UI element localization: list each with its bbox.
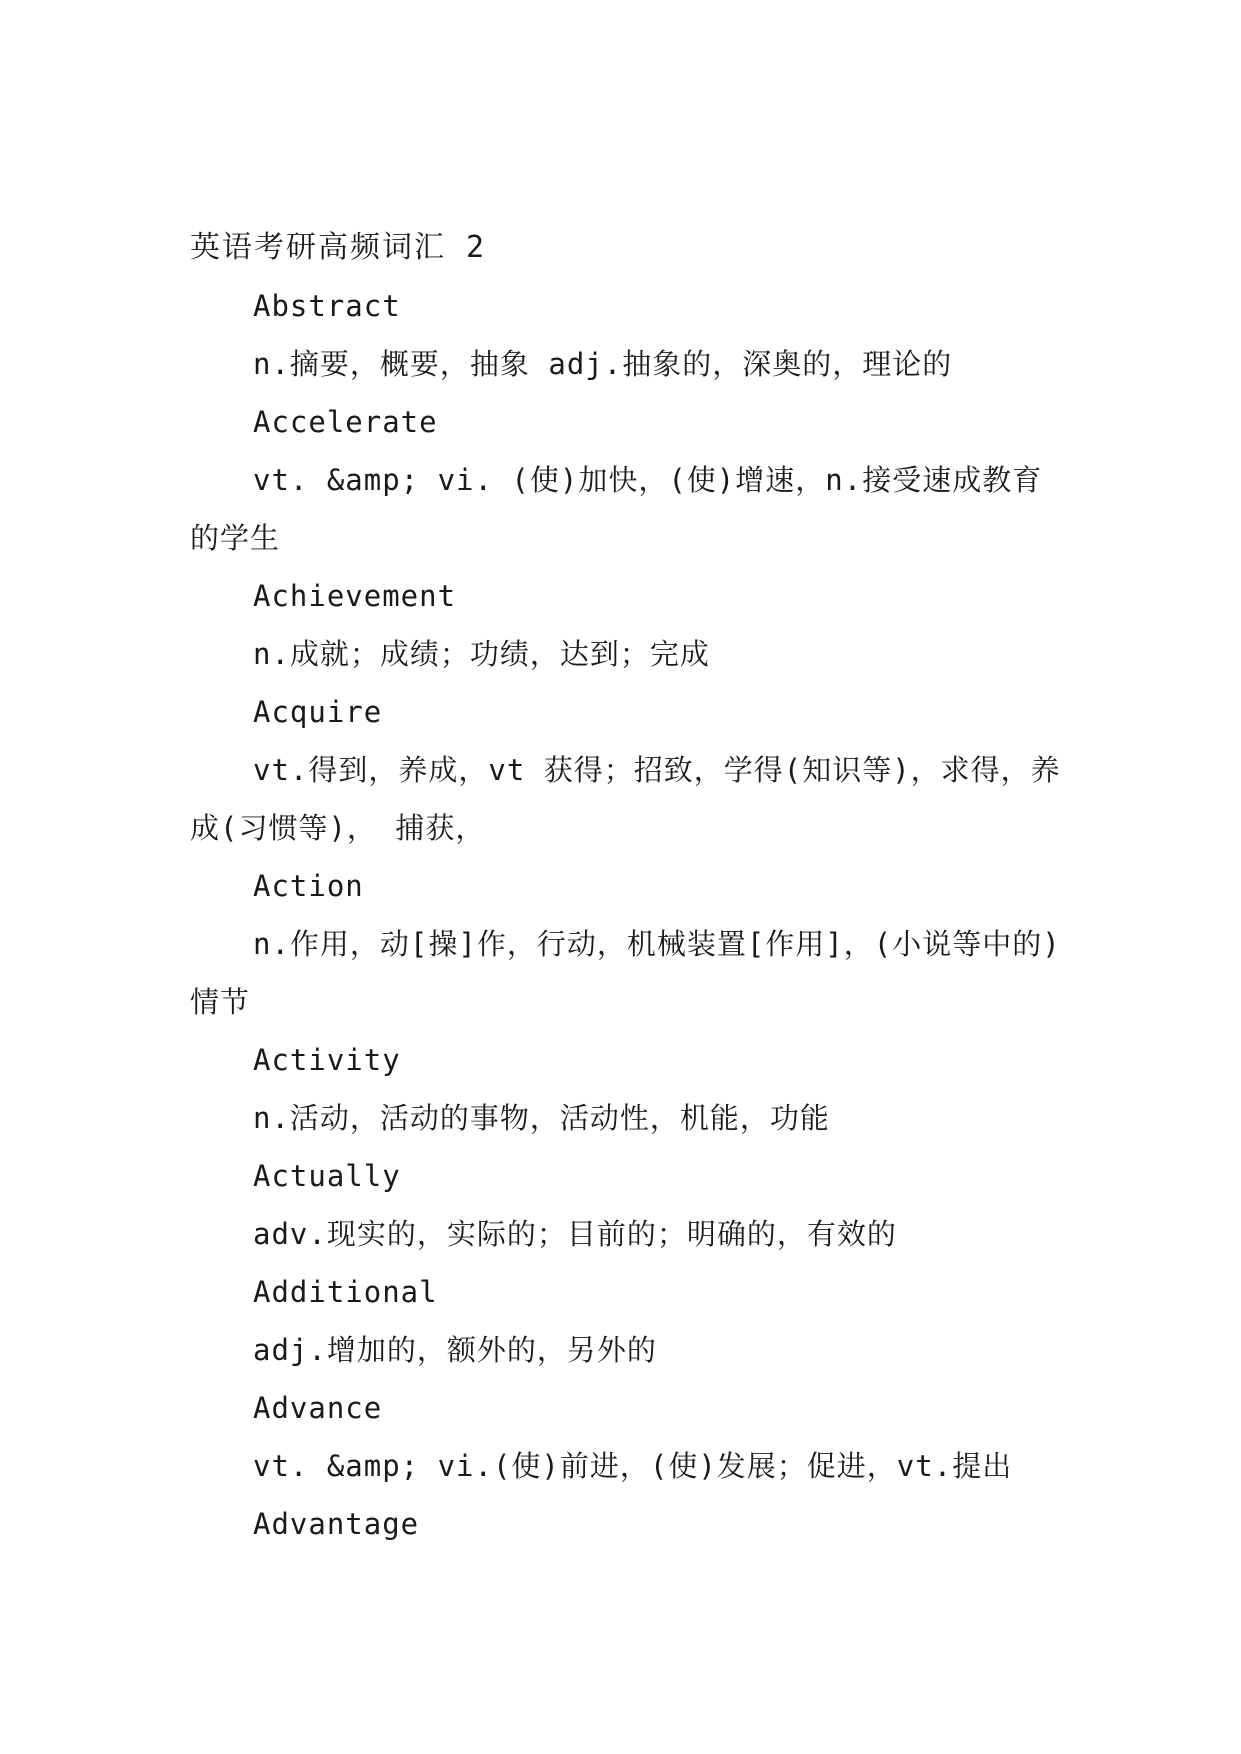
document-body [190, 219, 1070, 1553]
entry-word: Actually [253, 1159, 401, 1193]
entry-definition: adv.现实的，实际的；目前的；明确的，有效的 [253, 1217, 897, 1251]
entry-definition: adj.增加的，额外的，另外的 [253, 1333, 657, 1367]
entry-definition: vt. &amp; vi.(使)前进，(使)发展；促进，vt.提出 [253, 1449, 1013, 1483]
entry-word: Abstract [253, 289, 401, 323]
entry-definition: vt.得到，养成，vt 获得；招致，学得(知识等)，求得，养成(习惯等)， 捕获， [190, 753, 1061, 845]
document-title: 英语考研高频词汇 2 [190, 230, 487, 265]
entry-word: Acquire [253, 695, 383, 729]
entry-word: Additional [253, 1275, 438, 1309]
entry-word: Accelerate [253, 405, 438, 439]
entry-definition: n.摘要，概要，抽象 adj.抽象的，深奥的，理论的 [253, 347, 953, 381]
entry-definition: n.作用，动[操]作，行动，机械装置[作用]，(小说等中的)情节 [190, 927, 1061, 1019]
entry-definition: n.成就；成绩；功绩，达到；完成 [253, 637, 710, 671]
entry-definition: n.活动，活动的事物，活动性，机能，功能 [253, 1101, 830, 1135]
entry-word: Activity [253, 1043, 401, 1077]
entry-word: Advance [253, 1391, 383, 1425]
entry-definition: vt. &amp; vi. (使)加快，(使)增速，n.接受速成教育的学生 [190, 463, 1043, 555]
entry-word: Achievement [253, 579, 457, 613]
entry-word: Advantage [253, 1507, 420, 1541]
entry-word: Action [253, 869, 364, 903]
